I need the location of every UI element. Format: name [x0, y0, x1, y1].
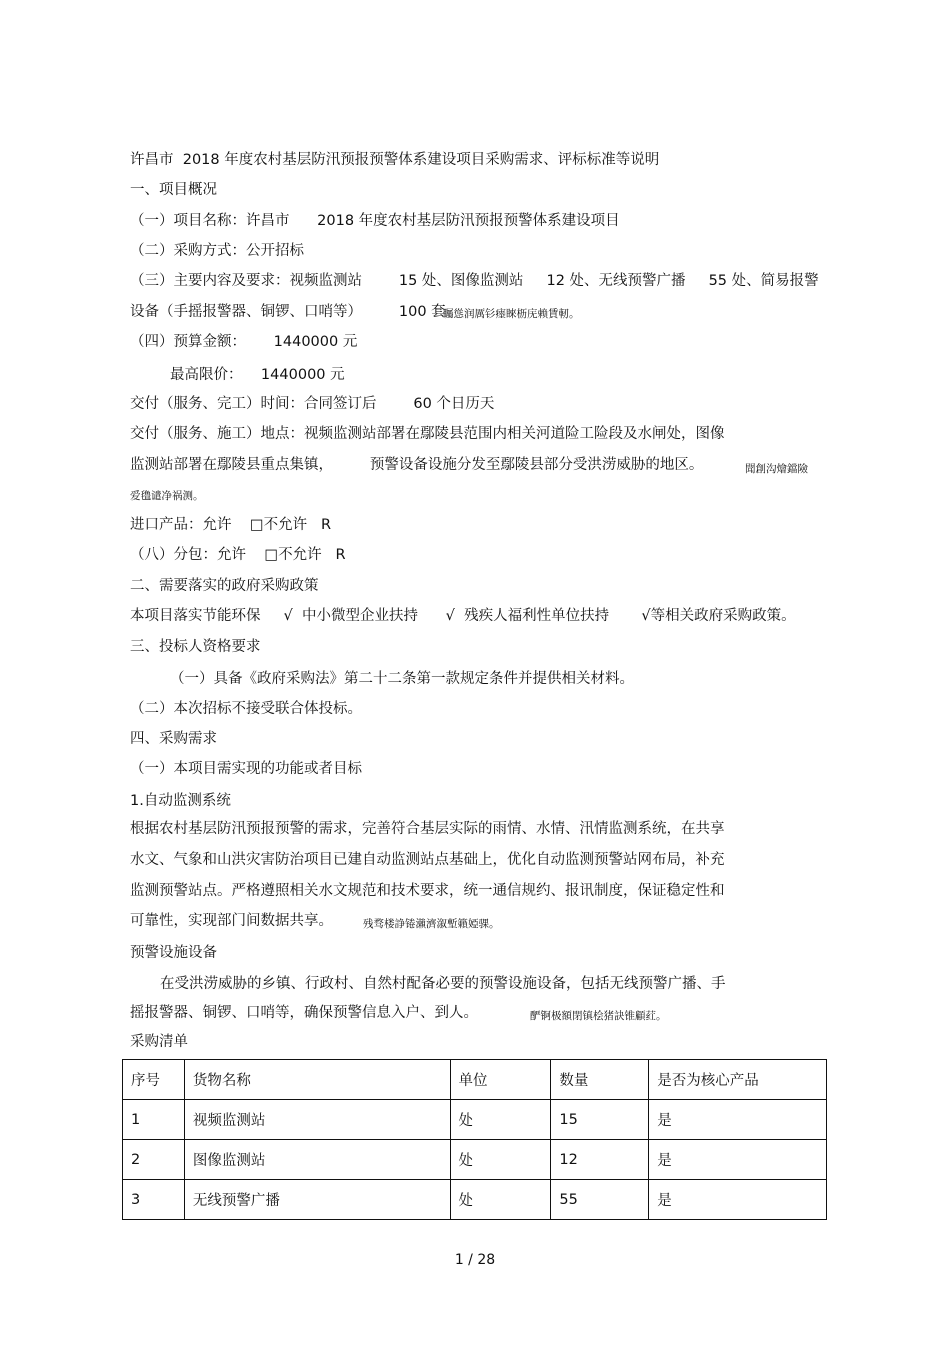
table-cell: 55 — [551, 1180, 649, 1220]
section-heading: 三、投标人资格要求 — [130, 639, 261, 655]
table-cell: 处 — [450, 1180, 551, 1220]
table-cell: 是 — [649, 1140, 827, 1180]
paragraph: 根据农村基层防汛预报预警的需求，完善符合基层实际的雨情、水情、汛情监测系统，在共享 — [130, 821, 725, 837]
watermark-text: 残骛楼諍锩瀨濟溆塹籟婭骒。 — [363, 918, 500, 930]
table-cell: 图像监测站 — [184, 1140, 450, 1180]
table-header-cell: 数量 — [551, 1060, 649, 1100]
document-title: 许昌市 2018 年度农村基层防汛预报预警体系建设项目采购需求、评标标准等说明 — [130, 152, 660, 168]
paragraph: 可靠性，实现部门间数据共享。 — [130, 913, 333, 929]
watermark-text: 矚慫润厲钐瘗睞枥庑赖賃軔。 — [443, 308, 580, 320]
paragraph: 摇报警器、铜锣、口哨等，确保预警信息入户、到人。 — [130, 1005, 478, 1021]
paragraph: 监测站部署在鄢陵县重点集镇， 预警设备设施分发至鄢陵县部分受洪涝威胁的地区。 — [130, 457, 704, 473]
table-cell: 处 — [450, 1140, 551, 1180]
table-row — [123, 1100, 827, 1140]
watermark-text: 聞創沟燴鐺險 — [745, 463, 808, 475]
table-header-cell: 序号 — [123, 1060, 185, 1100]
paragraph: （八）分包：允许 □不允许 R — [130, 547, 346, 563]
page-number: 1 / 28 — [454, 1252, 496, 1268]
table-cell: 12 — [551, 1140, 649, 1180]
table-header-cell: 单位 — [450, 1060, 551, 1100]
watermark-text: 酽锕极額閉镇桧猪訣锥顧荭。 — [530, 1010, 667, 1022]
section-heading: 一、项目概况 — [130, 182, 217, 198]
procurement-table — [122, 1059, 827, 1220]
table-cell: 处 — [450, 1100, 551, 1140]
section-heading: 二、需要落实的政府采购政策 — [130, 578, 319, 594]
paragraph: 最高限价： 1440000 元 — [170, 367, 345, 383]
paragraph: 交付（服务、完工）时间：合同签订后 60 个日历天 — [130, 396, 495, 412]
watermark-text: 爱氇谴净祸测。 — [130, 490, 204, 502]
subheading: 采购清单 — [130, 1034, 188, 1050]
paragraph: 监测预警站点。严格遵照相关水文规范和技术要求，统一通信规约、报讯制度，保证稳定性和 — [130, 883, 725, 899]
table-cell: 视频监测站 — [184, 1100, 450, 1140]
table-row — [123, 1140, 827, 1180]
paragraph: 进口产品：允许 □不允许 R — [130, 517, 332, 533]
table-cell: 无线预警广播 — [184, 1180, 450, 1220]
table-cell: 3 — [123, 1180, 185, 1220]
subheading: 1.自动监测系统 — [130, 793, 231, 809]
section-heading: 四、采购需求 — [130, 731, 217, 747]
table-cell: 是 — [649, 1100, 827, 1140]
table-header-row — [123, 1060, 827, 1100]
table-cell: 15 — [551, 1100, 649, 1140]
paragraph: 本项目落实节能环保 √ 中小微型企业扶持 √ 残疾人福利性单位扶持 √等相关政府采购政策。 — [130, 608, 796, 624]
table-header-cell: 货物名称 — [184, 1060, 450, 1100]
table-row — [123, 1180, 827, 1220]
paragraph: （三）主要内容及要求：视频监测站 15 处、图像监测站 12 处、无线预警广播 55 处、简易报警 — [130, 273, 819, 289]
table-cell: 2 — [123, 1140, 185, 1180]
paragraph: 在受洪涝威胁的乡镇、行政村、自然村配备必要的预警设施设备，包括无线预警广播、手 — [160, 976, 726, 992]
paragraph: （一）项目名称：许昌市 2018 年度农村基层防汛预报预警体系建设项目 — [130, 213, 620, 229]
subheading: 预警设施设备 — [130, 945, 217, 961]
paragraph: （二）本次招标不接受联合体投标。 — [130, 701, 362, 717]
paragraph: （四）预算金额： 1440000 元 — [130, 334, 358, 350]
paragraph: 设备（手摇报警器、铜锣、口哨等） 100 套 — [130, 304, 446, 320]
table-cell: 是 — [649, 1180, 827, 1220]
table-cell: 1 — [123, 1100, 185, 1140]
table-header-cell: 是否为核心产品 — [649, 1060, 827, 1100]
paragraph: （二）采购方式：公开招标 — [130, 243, 304, 259]
paragraph: 水文、气象和山洪灾害防治项目已建自动监测站点基础上，优化自动监测预警站网布局，补充 — [130, 852, 725, 868]
paragraph: 交付（服务、施工）地点：视频监测站部署在鄢陵县范围内相关河道险工险段及水闸处，图像 — [130, 426, 725, 442]
paragraph: （一）本项目需实现的功能或者目标 — [130, 761, 362, 777]
paragraph: （一）具备《政府采购法》第二十二条第一款规定条件并提供相关材料。 — [170, 671, 634, 687]
